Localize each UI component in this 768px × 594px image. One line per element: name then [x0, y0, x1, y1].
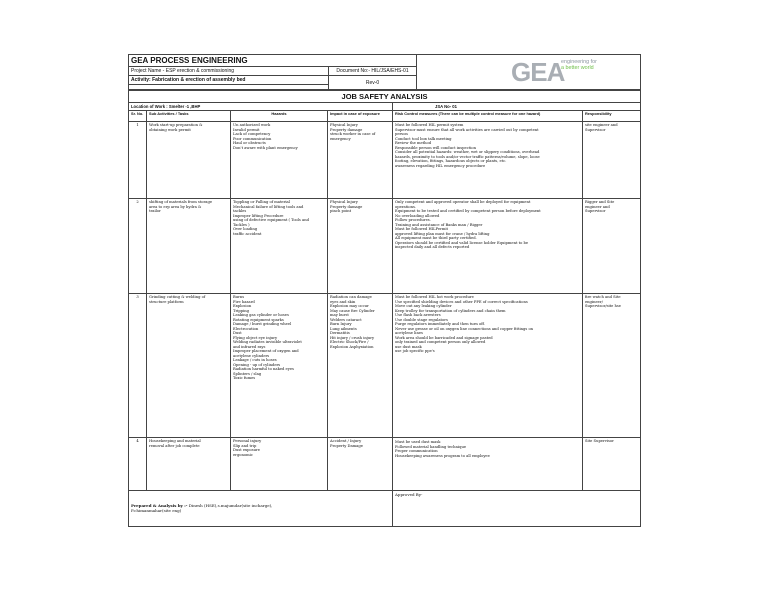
impact-line: Explosion Asphyxiation	[330, 344, 374, 349]
responsibility-line: site engineer and	[585, 123, 618, 127]
impact-line: Physical Injury	[330, 200, 358, 204]
col-responsibility: Responsibility	[583, 111, 641, 122]
hazards-line: tackles	[233, 209, 247, 213]
approved-by	[393, 491, 641, 527]
cell-row-number: 4	[129, 438, 147, 491]
responsibility-line: Site Supervisor	[585, 439, 614, 443]
cell-hazards	[231, 438, 328, 491]
impact-line: Explosion may occur	[330, 304, 369, 308]
logo-mark: GEA	[511, 57, 565, 87]
hazards-line: Tackles )	[233, 222, 250, 227]
impact-line: Property damage	[330, 127, 363, 132]
activity: Activity: Fabrication & erection of assembly bed	[129, 76, 329, 85]
controls-line: Must be followed HIL permit system	[395, 123, 464, 127]
controls-line: awareness regarding HIL emergency procedure	[395, 163, 486, 168]
cell-task	[147, 199, 231, 294]
hazards-line: Rotating equipment sparks	[233, 317, 284, 322]
responsibility-line: Supervisor	[585, 127, 606, 132]
cell-task	[147, 294, 231, 438]
controls-line: Housekeeping awareness program to all employee	[395, 453, 490, 458]
hazards-line: Improper lifting Procedure	[233, 213, 284, 218]
controls-line: Only competent and approved operator shall be deployed for equipment	[395, 200, 531, 204]
cell-impact	[328, 438, 393, 491]
impact-line: Burn Injury	[330, 322, 352, 326]
table-row	[129, 122, 641, 199]
impact-line: Radiation can damage	[330, 295, 372, 299]
controls-line: Never use grease or oil on oxygen line connections and copper fittings on	[395, 326, 534, 331]
hazards-line: Welding radiates invisible ultraviolet	[233, 340, 302, 344]
cell-hazards	[231, 199, 328, 294]
controls-line: No overloading allowed	[395, 213, 440, 218]
cell-responsibility	[583, 294, 641, 438]
controls-line: Follow procedures.	[395, 218, 431, 222]
controls-line: Consider all potential hazards: weather, wet or slippery conditions, overhead	[395, 150, 540, 154]
col-hazards: Hazards	[231, 111, 328, 122]
impact-line: May cause fire Cylinder	[330, 308, 375, 313]
hazards-line: Over loading	[233, 227, 258, 231]
responsibility-line: Supervisor	[585, 209, 606, 213]
impact-line: emergency	[330, 136, 351, 141]
controls-line: footing, elevation, fittings, hazardous objects or plants, etc.	[395, 159, 507, 163]
hazards-line: Tripping	[233, 308, 250, 313]
cell-row-number: 1	[129, 122, 147, 199]
controls-line: Purge regulators immediately and then turn off.	[395, 322, 485, 326]
company-name: GEA PROCESS ENGINEERING	[129, 55, 417, 67]
impact-line: may burst	[330, 313, 349, 317]
controls-line: Conduct tool box talk meeting	[395, 136, 452, 141]
project-name: Project Name - ESP erection & commissioning	[129, 67, 329, 76]
hazards-line: traffic accident	[233, 231, 262, 236]
controls-line: Move out any leaking cylinder	[395, 304, 452, 308]
hazards-line: Un authorized work	[233, 123, 271, 127]
cell-impact	[328, 199, 393, 294]
hazards-line: Haul or obstructs	[233, 141, 266, 145]
col-impact: Impact in case of exposure	[328, 111, 393, 122]
controls-line: only trained and competent person only allowed	[395, 340, 486, 344]
cell-task	[147, 438, 231, 491]
task-line: Work start-up preparation &	[149, 123, 203, 127]
controls-line: Responsible person will conduct inspection	[395, 145, 477, 150]
table-row	[129, 199, 641, 294]
impact-line: Lung ailments	[330, 326, 357, 331]
jsa-table	[128, 90, 641, 527]
hazards-line: Personal injury	[233, 439, 262, 443]
controls-line: operations.	[395, 204, 417, 209]
col-tasks: Sub Activities / Tasks	[147, 111, 231, 122]
controls-line: use dust mask	[395, 344, 422, 349]
table-row	[129, 438, 641, 491]
hazards-line: Dust	[233, 331, 242, 335]
cell-row-number: 3	[129, 294, 147, 438]
hazards-line: Damage / burst grinding wheel	[233, 322, 292, 326]
cell-controls	[393, 122, 583, 199]
document-header	[128, 54, 641, 90]
task-line: shifting of materials from storage	[149, 200, 212, 204]
impact-line: Physical Injury	[330, 123, 358, 127]
hazards-line: Don't aware with plant emergency	[233, 145, 298, 150]
controls-line: Use specified shielding devices and other PPE of correct specifications	[395, 299, 528, 304]
col-controls: Risk Control measures (There can be multiple control measure for one hazard)	[393, 111, 583, 122]
responsibility-line: engineer/	[585, 299, 603, 304]
hazards-line: Fire hazard	[233, 299, 255, 304]
document-number: Document No:- HIL/JSA/EHS-01	[329, 67, 417, 76]
controls-line: Training and assistance of Banks man / Rigger	[395, 222, 483, 227]
approved-label: Approved By-	[395, 492, 423, 497]
cell-task	[147, 122, 231, 199]
hazards-line: Splinters / slag	[233, 371, 262, 376]
table-row	[129, 294, 641, 438]
hazards-line: Lack of competency	[233, 132, 271, 136]
impact-line: Property Damage	[330, 443, 363, 448]
responsibility-line: Rigger and Site	[585, 200, 615, 204]
controls-line: All equipment must be third party certified.	[395, 236, 477, 240]
controls-line: Work area should be barricaded and signage pasted	[395, 335, 493, 340]
controls-line: approved lifting plan must for crane / hydra lifting	[395, 231, 490, 236]
hazards-line: Poor communication	[233, 136, 272, 141]
controls-line: person	[395, 132, 408, 136]
hazards-line: Explosion	[233, 304, 252, 308]
impact-line: pinch point	[330, 209, 352, 213]
page-title: JOB SAFETY ANALYSIS	[129, 91, 641, 103]
hazards-line: Mechanical failure of lifting tools and	[233, 204, 304, 209]
hazards-line: Improper placement of oxygen and	[233, 349, 299, 353]
controls-line: Review the method	[395, 141, 432, 145]
task-line: obtaining work permit	[149, 127, 191, 132]
impact-line: Dermatitis	[330, 331, 350, 335]
controls-line: Use flash back arresters	[395, 313, 441, 317]
hazards-line: and infrared rays	[233, 344, 266, 349]
controls-line: use job specific ppe's	[395, 349, 435, 353]
hazards-line: Dust exposure	[233, 448, 260, 452]
cell-controls	[393, 199, 583, 294]
impact-line: eyes and skin	[330, 299, 356, 304]
controls-line: Must be followed HIL hot work procedure	[395, 295, 474, 299]
prepared-by	[129, 491, 393, 527]
hazards-line: Burns	[233, 295, 245, 299]
hazards-line: Radiation harmful to naked eyes	[233, 367, 294, 371]
task-line: area to erp area by hydra &	[149, 204, 202, 209]
jsa-document	[128, 54, 640, 527]
cell-impact	[328, 122, 393, 199]
task-line: structure platform	[149, 299, 184, 304]
impact-line: struck worker in case of	[330, 132, 376, 136]
hazards-line: acetylene cylinders	[233, 353, 270, 358]
gea-logo	[417, 55, 641, 90]
hazards-line: Opening - up of cylinders	[233, 362, 281, 367]
cell-responsibility	[583, 199, 641, 294]
impact-line: Hit injury / crush injury	[330, 335, 375, 340]
hazards-line: Electrocution	[233, 326, 259, 331]
task-line: Housekeeping and material	[149, 439, 201, 443]
responsibility-line: Supervisor/site hse	[585, 304, 621, 308]
col-sr-no: Sr. No.	[129, 111, 147, 122]
work-location: Location of Work : Smelter -1 ,BHP	[129, 103, 393, 111]
impact-line: Welders cataract	[330, 317, 362, 322]
cell-hazards	[231, 122, 328, 199]
responsibility-line: engineer and	[585, 204, 610, 209]
prepared-by-line-1: Dinesh (HSE),s.majumdar(site incharge),	[188, 503, 273, 508]
hazards-line: Toppling or Falling of material	[233, 200, 290, 204]
hazards-line: Leaking gas cylinder or hoses	[233, 313, 289, 317]
controls-line: hazards, proximity to tools and/or vector traffic patterns/volume, slope, loose	[395, 154, 540, 159]
cell-controls	[393, 438, 583, 491]
cell-responsibility	[583, 122, 641, 199]
impact-line: Accident / Injury	[330, 439, 362, 443]
impact-line: Property damage	[330, 204, 363, 209]
hazards-line: Flying object eye injury	[233, 335, 278, 340]
cell-row-number: 2	[129, 199, 147, 294]
controls-line: Equipment to be tested and certified by competent person before deployment	[395, 209, 541, 213]
hazards-line: Invalid permit	[233, 127, 260, 132]
controls-line: Proper communication	[395, 449, 438, 453]
cell-hazards	[231, 294, 328, 438]
responsibility-line: fire watch and Site	[585, 295, 621, 299]
controls-line: Followed material handling technique	[395, 444, 467, 449]
logo-tagline: engineering for a better world	[561, 59, 597, 71]
task-line: trailor	[149, 209, 161, 213]
cell-controls	[393, 294, 583, 438]
hazards-line: Toxic fumes	[233, 376, 256, 380]
cell-impact	[328, 294, 393, 438]
controls-line: inspected daily and all defects reported	[395, 245, 470, 249]
controls-line: Operators should be certified and valid license holder Equipment to be	[395, 240, 529, 245]
controls-line: Supervisor must ensure that all work activities are carried out by competent	[395, 127, 539, 132]
task-line: removal after job complete	[149, 443, 200, 448]
cell-responsibility	[583, 438, 641, 491]
hazards-line: Slip and trip	[233, 443, 257, 448]
controls-line: acetylene lines	[395, 331, 423, 335]
jsa-number: JSA No- 01	[393, 103, 641, 111]
revision: Rev-0	[329, 76, 417, 90]
controls-line: Use double stage regulators	[395, 317, 448, 322]
impact-line: Electric Shock/Fire /	[330, 340, 369, 344]
controls-line: Must be followed HILPermit	[395, 227, 448, 231]
task-line: Grinding cutting & welding of	[149, 295, 206, 299]
controls-line: Keep trolley for transportation of cylinders and chain them	[395, 308, 506, 313]
prepared-label: Prepared & Analysis by :-	[131, 503, 188, 508]
hazards-line: Leakage / cuts in hoses	[233, 358, 277, 362]
controls-line: Must be used dust mask	[395, 440, 441, 444]
hazards-line: using of defective equipment ( Tools and	[233, 218, 309, 222]
prepared-by-line-2: P.chimanmahar(site eng)	[131, 508, 182, 513]
hazards-line: ergonomic	[233, 452, 253, 457]
